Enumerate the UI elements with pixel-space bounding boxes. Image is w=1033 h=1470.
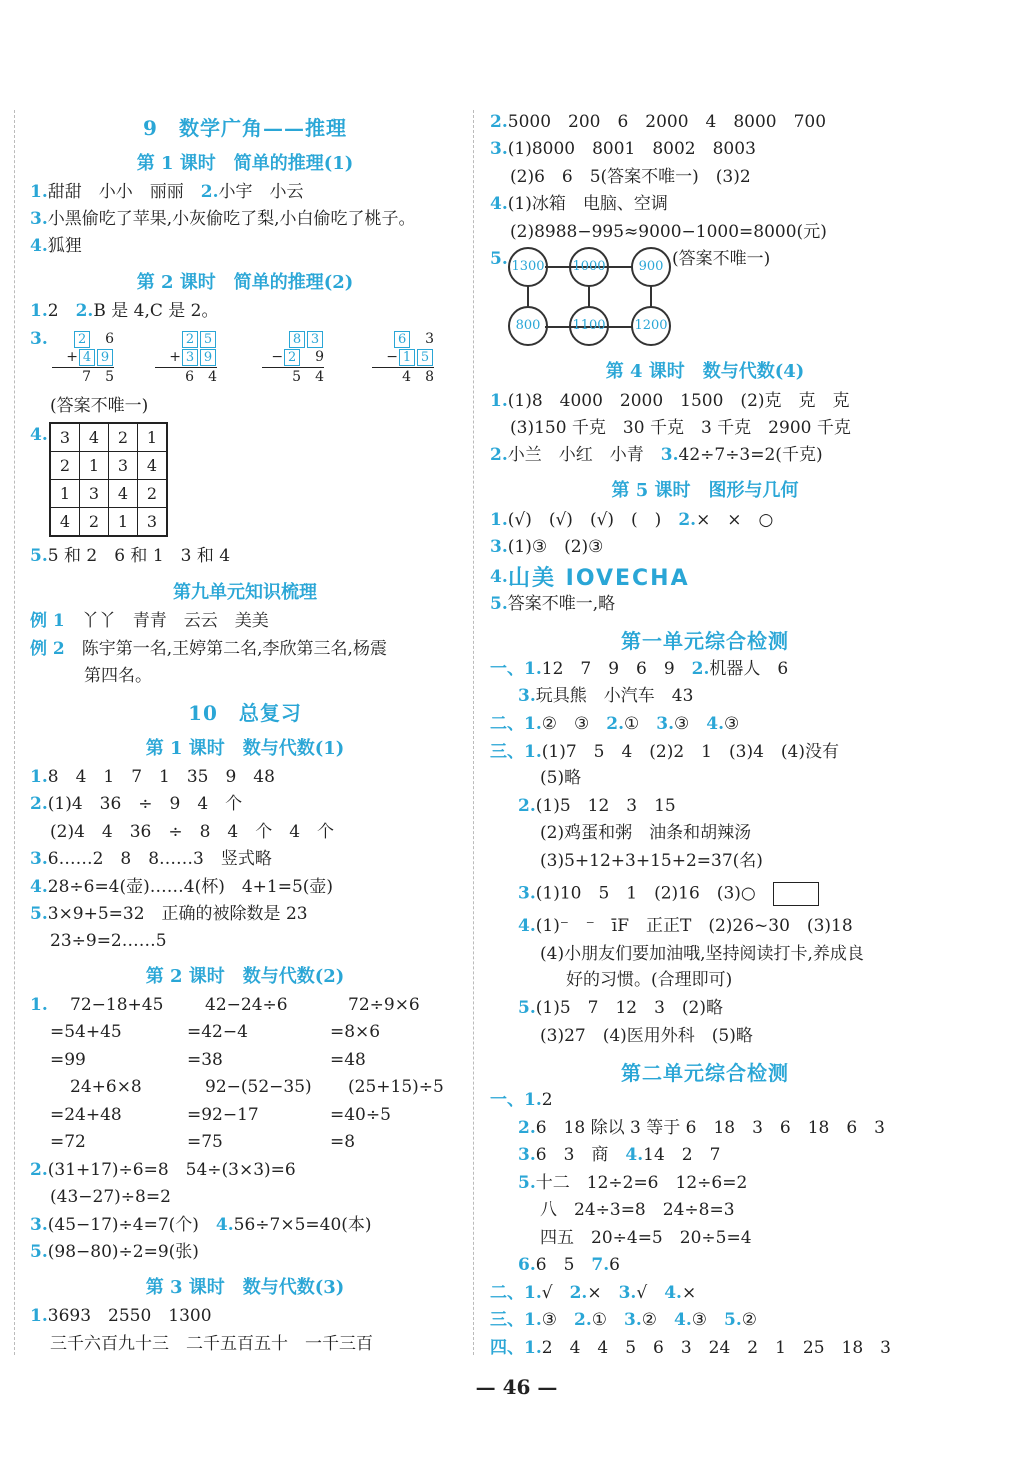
test1-title: 第一单元综合检测 <box>621 629 789 653</box>
answer-text: 三千六百九十三 二千五百五十 一千三百 <box>50 1334 373 1354</box>
answer-text: (1)5 12 3 15 <box>535 796 676 816</box>
answer-note: (答案不唯一) <box>50 396 149 416</box>
answer-text: 答案不唯一,略 <box>507 594 616 614</box>
answer-text: (1)7 5 4 (2)2 1 (3)4 (4)没有 <box>541 742 839 762</box>
answer-text: (45−17)÷4=7(个) <box>47 1215 199 1235</box>
answer-text: 12 7 9 6 9 <box>541 659 675 679</box>
answer-box <box>773 882 819 906</box>
answer-text: 6 5 <box>535 1255 575 1275</box>
answer-text: (3)150 千克 30 千克 3 千克 2900 千克 <box>510 418 851 438</box>
watermark-logo: 山美 IOVECHA <box>508 566 690 591</box>
answer-text: 2 <box>541 1090 553 1110</box>
circle-node: 1300 <box>508 247 548 287</box>
answer-text: (1)⁻ ⁻ īF 正正T (2)26~30 (3)18 <box>535 916 853 936</box>
answer-text: 2 4 4 5 6 3 24 2 1 25 18 3 <box>541 1338 891 1358</box>
answer-text: 四五 20÷4=5 20÷5=4 <box>540 1228 752 1248</box>
answer-text: 3×9+5=32 正确的被除数是 23 <box>47 904 308 924</box>
answer-text: 2 <box>47 301 59 321</box>
answer-text: 陈宇第一名,王婷第二名,李欣第三名,杨震 <box>81 639 387 659</box>
unit9-title: 9 数学广角——推理 <box>143 116 347 140</box>
answer-text: 甜甜 小小 丽丽 <box>47 182 184 202</box>
answer-text: (5)略 <box>540 768 582 788</box>
answer-text: 第四名。 <box>84 666 152 686</box>
answer-text: B 是 4,C 是 2。 <box>93 301 219 321</box>
answer-text: (2)8988−995≈9000−1000=8000(元) <box>510 222 827 242</box>
answer-text: (1)冰箱 电脑、空调 <box>507 194 668 214</box>
answer-text: 小兰 小红 小青 <box>507 445 644 465</box>
answer-text: 狐狸 <box>47 236 82 256</box>
answer-text: 5 和 2 6 和 1 3 和 4 <box>47 546 231 566</box>
answer-text: (1)5 7 12 3 (2)略 <box>535 998 723 1018</box>
answer-text: 42÷7÷3=2(千克) <box>678 445 823 465</box>
answer-text: × × ○ <box>696 510 774 530</box>
circle-node: 900 <box>631 247 671 287</box>
answer-text: (1)8000 8001 8002 8003 <box>507 139 756 159</box>
vertical-calc: 2 5 + 3 9 6 4 <box>155 330 217 386</box>
answer-text: 小宇 小云 <box>218 182 304 202</box>
answer-text: 6 3 商 <box>535 1145 609 1165</box>
answer-text: 八 24÷3=8 24÷8=3 <box>540 1200 735 1220</box>
vertical-calc: 6 3 − 1 5 4 8 <box>372 330 434 386</box>
answer-text: 14 2 7 <box>643 1145 721 1165</box>
answer-text: 玩具熊 小汽车 43 <box>535 686 694 706</box>
answer-text: 6……2 8 8……3 竖式略 <box>47 849 272 869</box>
unit10-title: 10 总复习 <box>188 701 302 725</box>
answer-text: (1)4 36 ÷ 9 4 个 <box>47 794 243 814</box>
answer-text: (3)27 (4)医用外科 (5)略 <box>540 1026 753 1046</box>
answer-text: (3)5+12+3+15+2=37(名) <box>540 851 763 871</box>
circle-node: 800 <box>508 306 548 346</box>
answer-text: (31+17)÷6=8 54÷(3×3)=6 <box>47 1160 296 1180</box>
answer-text: 十二 12÷2=6 12÷6=2 <box>535 1173 748 1193</box>
answer-note: (答案不唯一) <box>672 249 771 269</box>
answer-text: (1)8 4000 2000 1500 (2)克 克 克 <box>507 391 850 411</box>
answer-text: 小黑偷吃了苹果,小灰偷吃了梨,小白偷吃了桃子。 <box>47 209 416 229</box>
lesson4-title: 第 4 课时 数与代数(4) <box>605 361 805 382</box>
answer-text: (43−27)÷8=2 <box>50 1187 171 1207</box>
answer-text: 6 18 除以 3 等于 6 18 3 6 18 6 3 <box>535 1118 885 1138</box>
answer-text: 23÷9=2……5 <box>50 931 167 951</box>
answer-text: (1)③ (2)③ <box>507 537 604 557</box>
circle-node: 1100 <box>569 306 609 346</box>
answer-text: (2)4 4 36 ÷ 8 4 个 4 个 <box>50 822 335 842</box>
answer-text: (4)小朋友们要加油哦,坚持阅读打卡,养成良 <box>540 944 864 964</box>
circle-node: 1200 <box>631 306 671 346</box>
answer-text: 56÷7×5=40(本) <box>233 1215 372 1235</box>
lesson5-title: 第 5 课时 图形与几何 <box>611 480 799 501</box>
answer-text: (2)6 6 5(答案不唯一) (3)2 <box>510 167 751 187</box>
review2-title: 第 2 课时 数与代数(2) <box>145 966 345 987</box>
summary-title: 第九单元知识梳理 <box>173 582 317 603</box>
lesson1-title: 第 1 课时 简单的推理(1) <box>136 153 354 174</box>
test2-title: 第二单元综合检测 <box>621 1061 789 1085</box>
lesson2-title: 第 2 课时 简单的推理(2) <box>136 272 354 293</box>
review3-title: 第 3 课时 数与代数(3) <box>145 1277 345 1298</box>
answer-text: 3693 2550 1300 <box>47 1306 212 1326</box>
answer-text: (98−80)÷2=9(张) <box>47 1242 199 1262</box>
review1-title: 第 1 课时 数与代数(1) <box>145 738 345 759</box>
answer-text: 机器人 6 <box>709 659 789 679</box>
answer-text: (1)10 5 1 (2)16 (3)○ <box>535 883 756 904</box>
vertical-calc: 8 3 − 2 9 5 4 <box>262 330 324 386</box>
answer-text: (2)鸡蛋和粥 油条和胡辣汤 <box>540 823 752 843</box>
number-grid: 3 4 2 1 2 1 3 4 1 3 4 2 4 2 1 3 <box>49 422 168 537</box>
answer-text: ② ③ <box>541 714 590 734</box>
circle-node: 1000 <box>569 247 609 287</box>
answer-text: 28÷6=4(壶)……4(杯) 4+1=5(壶) <box>47 877 334 897</box>
answer-text: 5000 200 6 2000 4 8000 700 <box>507 112 827 132</box>
page-number: — 46 — <box>475 1375 558 1399</box>
answer-text: 8 4 1 7 1 35 9 48 <box>47 767 275 787</box>
answer-text: 好的习惯。(合理即可) <box>566 970 733 990</box>
answer-text: (√) (√) (√) ( ) <box>507 510 662 530</box>
vertical-calc: 2 6 + 4 9 7 5 <box>52 330 114 386</box>
answer-text: 丫丫 青青 云云 美美 <box>81 611 269 631</box>
